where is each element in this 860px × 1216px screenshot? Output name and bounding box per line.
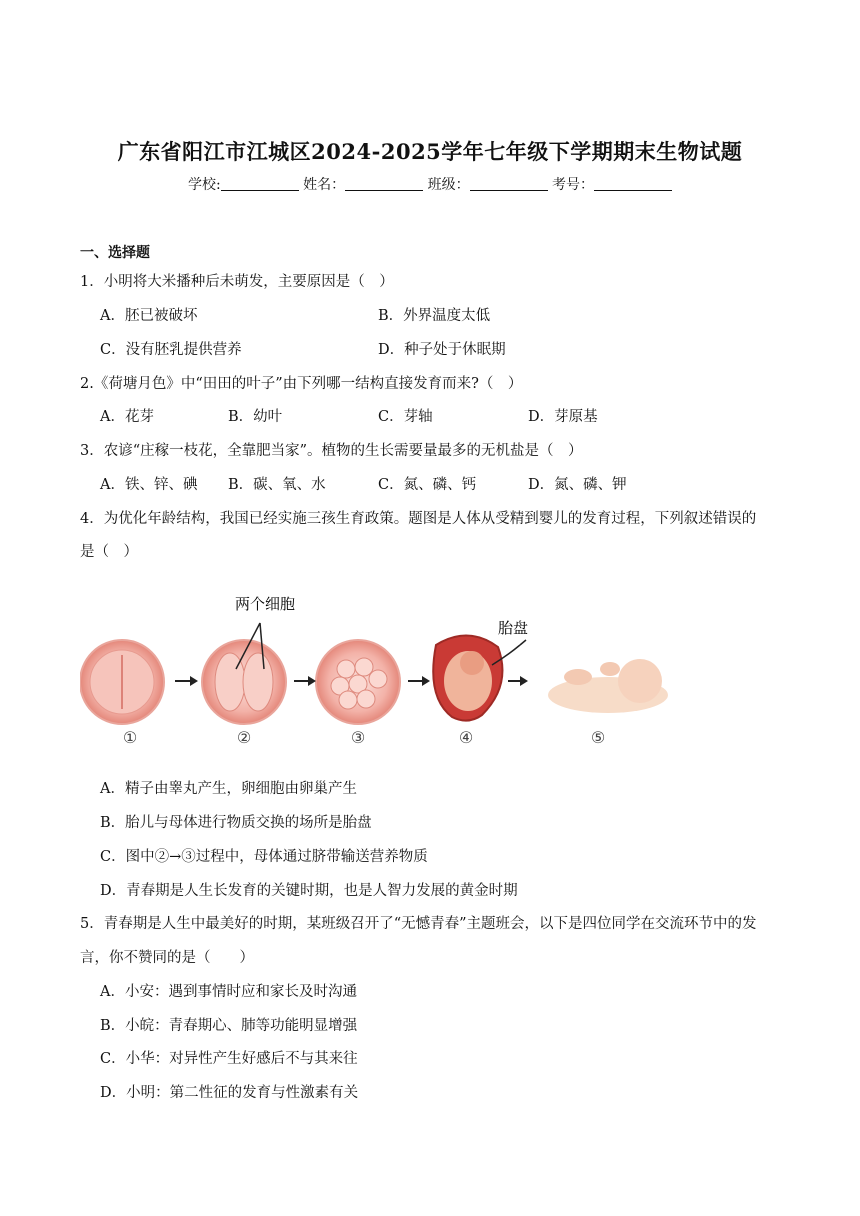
q5-stem-line1: 5．青春期是人生中最美好的时期，某班级召开了“无憾青春”主题班会，以下是四位同学在交流环节中的发 [80, 916, 757, 932]
q1-option-d: D．种子处于休眠期 [378, 342, 506, 358]
stage-number-2: ② [236, 728, 252, 747]
baby-stage [548, 659, 668, 713]
q4-option-b: B．胎儿与母体进行物质交换的场所是胎盘 [100, 815, 372, 831]
q5-option-c: C．小华：对异性产生好感后不与其来往 [100, 1051, 358, 1067]
name-blank [345, 176, 423, 191]
q1-option-a: A．胚已被破坏 [100, 308, 198, 324]
label-two-cells: 两个细胞 [235, 595, 296, 613]
two-cell-stage [202, 623, 286, 724]
class-blank [470, 176, 548, 191]
development-diagram [80, 585, 680, 750]
q1-option-c: C．没有胚乳提供营养 [100, 342, 242, 358]
q4-option-a: A．精子由睾丸产生，卵细胞由卵巢产生 [100, 781, 357, 797]
q4-stem-line2: 是（ ） [80, 544, 138, 560]
zygote-stage [80, 640, 164, 724]
q1-stem: 1．小明将大米播种后未萌发，主要原因是（ ） [80, 274, 394, 290]
q5-stem-line2: 言，你不赞同的是（ ） [80, 950, 254, 966]
name-label: 姓名： [303, 177, 346, 193]
development-figure [80, 585, 680, 750]
morula-stage [316, 640, 400, 724]
q5-option-d: D．小明：第二性征的发育与性激素有关 [100, 1085, 359, 1101]
q3-option-b: B．碳、氧、水 [228, 477, 326, 493]
q2-option-c: C．芽轴 [378, 409, 433, 425]
stage-number-4: ④ [458, 728, 474, 747]
q2-option-d: D．芽原基 [528, 409, 598, 425]
q3-option-c: C．氮、磷、钙 [378, 477, 477, 493]
stage-number-3: ③ [350, 728, 366, 747]
fetus-stage [433, 635, 526, 720]
q2-option-b: B．幼叶 [228, 409, 283, 425]
school-label: 学校: [187, 177, 221, 193]
q2-stem: 2.《荷塘月色》中“田田的叶子”由下列哪一结构直接发育而来?（ ） [80, 376, 523, 392]
student-info-line [0, 174, 860, 194]
section-heading: 一、选择题 [80, 245, 150, 261]
exam-no-blank [594, 176, 672, 191]
label-placenta: 胎盘 [498, 619, 529, 637]
q2-option-a: A．花芽 [100, 409, 154, 425]
exam-no-label: 考号： [552, 177, 595, 193]
q4-option-d: D．青春期是人生长发育的关键时期，也是人智力发展的黄金时期 [100, 883, 518, 899]
page-title: 广东省阳江市江城区2024-2025学年七年级下学期期末生物试题 [117, 139, 743, 164]
class-label: 班级： [427, 177, 470, 193]
q5-option-a: A．小安：遇到事情时应和家长及时沟通 [100, 984, 357, 1000]
q3-option-a: A．铁、锌、碘 [100, 477, 198, 493]
q3-stem: 3．农谚“庄稼一枝花，全靠肥当家”。植物的生长需要量最多的无机盐是（ ） [80, 443, 583, 459]
q1-option-b: B．外界温度太低 [378, 308, 491, 324]
q3-option-d: D．氮、磷、钾 [528, 477, 627, 493]
q5-option-b: B．小皖：青春期心、肺等功能明显增强 [100, 1018, 358, 1034]
q4-stem-line1: 4．为优化年龄结构，我国已经实施三孩生育政策。题图是人体从受精到婴儿的发育过程，下列叙述错误的 [80, 511, 757, 527]
stage-number-5: ⑤ [590, 728, 606, 747]
q4-option-c: C．图中②→③过程中，母体通过脐带输送营养物质 [100, 849, 428, 865]
school-blank [221, 176, 299, 191]
stage-number-1: ① [122, 728, 138, 747]
